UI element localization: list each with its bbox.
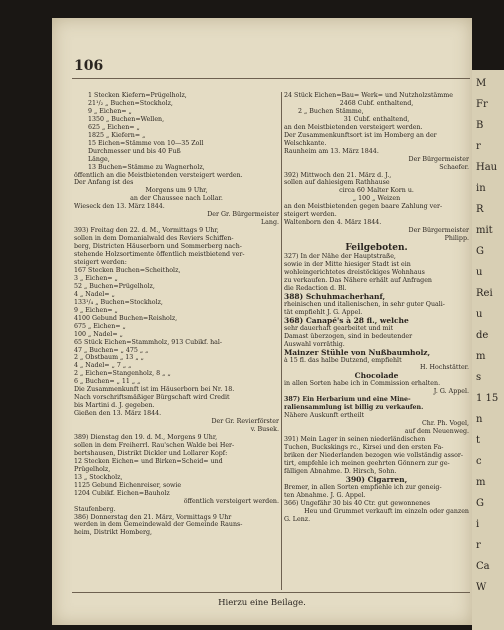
text-line: 2 „ Buchen Stämme,: [298, 107, 364, 115]
text-line: 2 „ Obstbaum „ 13 „ „: [74, 354, 144, 362]
text-line: rheinischen und italienischen, in sehr guter Quali-: [284, 300, 445, 308]
page-number: 106: [74, 58, 104, 74]
text-line: circa 60 Malter Korn u.: [339, 187, 414, 195]
footer-note: Hierzu eine Beilage.: [218, 598, 306, 608]
text-line: Waltenborn den 4. März 1844.: [284, 219, 382, 227]
text-line: Heu und Grummet verkauft im einzeln oder ganzen: [304, 507, 469, 515]
edge-fragment: m: [476, 351, 486, 362]
text-line: werden in dem Gemeindewald der Gemeinde Rauns-: [74, 521, 243, 529]
text-line: Philipp.: [444, 235, 469, 243]
edge-fragment: G: [476, 246, 484, 257]
text-line: 1 Stecken Kiefern=Prügelholz,: [88, 92, 187, 99]
edge-fragment: B: [476, 120, 484, 131]
text-line: Auswahl vorräthig.: [284, 340, 345, 348]
text-line: Gießen den 13. März 1844.: [74, 410, 162, 418]
text-line: steigert werden.: [284, 211, 337, 219]
edge-fragment: u: [476, 309, 483, 320]
text-line: Der Anfang ist des: [74, 179, 134, 187]
text-line: 24 Stück Eichen=Bau= Werk= und Nutzholzstämme: [284, 92, 453, 99]
text-line: 31 Cubf. enthaltend,: [343, 115, 410, 123]
edge-fragment: 1 15: [476, 393, 499, 404]
text-line: sowie in der Mitte hiesiger Stadt ist ein: [284, 261, 411, 269]
text-line: 390) Cigarren,: [345, 475, 408, 484]
text-line: Lang.: [260, 219, 279, 227]
text-line: tirt, empfehle ich meinen geehrten Gönnern zur ge-: [284, 459, 450, 467]
edge-fragment: mit: [476, 225, 493, 236]
text-line: „ 100 „ Weizen: [352, 195, 401, 203]
edge-fragment: u: [476, 267, 483, 278]
edge-fragment: t: [476, 435, 481, 446]
text-line: 167 Stecken Buchen=Scheitholz,: [74, 266, 181, 274]
text-line: 4 „ Nadel= „: [74, 290, 115, 298]
text-line: 1125 Gebund Eichenreiser, sowie: [74, 481, 182, 489]
edge-fragment: i: [476, 519, 480, 530]
text-line: sollen in dem Freiherrl. Rau'schen Walde bei Her-: [74, 441, 235, 449]
text-line: 327) In der Nähe der Hauptstraße,: [284, 253, 396, 261]
text-line: v. Busek.: [250, 426, 279, 434]
text-line: 6 „ Buchen= „ 11 „ „: [74, 378, 141, 386]
text-line: 4 „ Nadel= „ 7 „ „: [74, 362, 132, 370]
text-line: Prügelholz,: [74, 465, 111, 473]
text-line: briken der Niederlanden bezogen wie vollständig assor-: [284, 451, 464, 459]
text-line: H. Hochstätter.: [420, 364, 469, 372]
adjacent-page-edge: [472, 70, 504, 630]
text-line: 13 Buchen=Stämme zu Wagnerholz,: [88, 163, 205, 171]
text-line: 4100 Gebund Buchen=Reisholz,: [74, 314, 178, 322]
text-line: Wieseck den 13. März 1844.: [74, 203, 165, 211]
text-line: an den Meistbietenden versteigert werden.: [284, 123, 423, 131]
text-line: ten Abnahme. J. G. Appel.: [284, 491, 366, 499]
edge-fragment: M: [476, 78, 487, 89]
text-line: öffentlich an die Meistbietenden versteigert werden.: [74, 171, 243, 179]
text-line: tät empfiehlt J. G. Appel.: [284, 308, 363, 316]
text-line: Der Zusammenkunftsort ist im Homberg an der: [284, 131, 437, 139]
text-line: 15 Eichen=Stämme von 10—35 Zoll: [88, 139, 204, 147]
text-line: Der Bürgermeister: [408, 227, 469, 235]
text-line: à 15 fl. das halbe Dutzend, empfiehlt: [284, 356, 402, 364]
text-line: 389) Dienstag den 19. d. M., Morgens 9 Uhr,: [74, 433, 218, 441]
text-line: 2468 Cubf. enthaltend,: [339, 99, 414, 107]
text-line: 47 „ Buchen= „ 475 „ „: [74, 346, 149, 354]
edge-fragment: in: [476, 183, 486, 194]
text-line: 2 „ Eichen=Stangenholz, 8 „ „: [74, 370, 171, 378]
column-divider: [281, 92, 282, 590]
text-line: Tuchen, Buckskings rc., Kirsei und den ersten Fa-: [284, 443, 444, 451]
text-line: 1825 „ Kiefern= „: [88, 131, 146, 139]
text-line: bertshausen, Distrikt Dickler und Lollarer Kopf:: [74, 449, 228, 457]
text-line: 1350 „ Buchen=Wellen,: [88, 115, 165, 123]
text-line: 393) Freitag den 22. d. M., Vormittags 9 Uhr,: [74, 227, 219, 235]
edge-fragment: de: [476, 330, 489, 341]
text-line: auf dem Neuenweg.: [404, 428, 469, 436]
text-line: an der Chaussee nach Lollar.: [130, 195, 223, 203]
text-line: Welschkante.: [284, 139, 327, 147]
text-line: 366) Ungefähr 30 bis 40 Ctr. gut gewonnenes: [284, 499, 431, 507]
edge-fragment: R: [476, 204, 484, 215]
text-line: 65 Stück Eichen=Stammholz, 913 Cubikf. hal-: [74, 338, 223, 346]
text-line: 13 „ Stockholz,: [74, 473, 123, 481]
text-line: 368) Canapé's à 28 fl., welche: [284, 316, 409, 325]
text-line: 386) Donnerstag den 21. März, Vormittags 9 Uhr: [74, 513, 232, 521]
text-line: sollen auf dahiesigem Rathhause: [284, 179, 390, 187]
text-line: in allen Sorten habe ich in Commission erhalten.: [284, 380, 441, 388]
edge-fragment: c: [476, 456, 482, 467]
text-line: Raunheim am 13. März 1844.: [284, 147, 379, 155]
text-line: zu verkaufen. Das Nähere erhält auf Anfragen: [284, 276, 432, 284]
text-line: 9 „ Eichen= „: [74, 306, 118, 314]
text-line: 392) Mittwoch den 21. März d. J.,: [284, 171, 392, 179]
edge-fragment: Hau: [476, 162, 498, 173]
text-line: die Redaction d. Bl.: [284, 284, 347, 292]
text-line: Damast überzogen, sind in bedeutender: [284, 332, 413, 340]
edge-fragment: m: [476, 477, 486, 488]
text-line: Schaefer.: [439, 163, 469, 171]
text-line: Länge,: [88, 155, 110, 163]
text-line: 387) Ein Herbarium und eine Mine-: [284, 396, 411, 404]
text-line: 391) Mein Lager in seinen niederländischen: [284, 436, 426, 444]
text-line: Der Gr. Bürgermeister: [207, 211, 279, 219]
text-line: Mainzer Stühle von Nußbaumholz,: [284, 348, 431, 357]
text-line: 1204 Cubikf. Eichen=Bauholz: [74, 489, 170, 497]
text-line: 625 „ Eichen= „: [88, 123, 140, 131]
text-line: Staufenberg.: [74, 505, 116, 513]
text-line: Feilgeboten.: [345, 243, 408, 254]
text-line: sollen in dem Domanialwald des Reviers Schiffen-: [74, 235, 234, 243]
text-line: berg, Districten Häuserborn und Sommerberg nach-: [74, 243, 242, 251]
edge-fragment: W: [476, 582, 487, 593]
text-line: fälligen Abnahme. D. Hirsch, Sohn.: [284, 467, 397, 475]
newspaper-page: [52, 18, 472, 625]
text-line: 675 „ Eichen= „: [74, 322, 126, 330]
header-rule: [72, 78, 470, 79]
text-line: raliensammlung ist billig zu verkaufen.: [284, 404, 424, 412]
right-column: [284, 92, 469, 524]
text-line: 100 „ Nadel= „: [74, 330, 123, 338]
edge-fragment: n: [476, 414, 483, 425]
edge-fragment: Fr: [476, 99, 488, 110]
text-line: 133¹/₄ „ Buchen=Stockholz,: [74, 298, 163, 306]
text-line: Die Zusammenkunft ist im Häuserborn bei Nr. 18.: [74, 386, 235, 394]
edge-fragment: r: [476, 540, 481, 551]
text-line: sehr dauerhaft gearbeitet und mit: [284, 324, 394, 332]
text-line: 3 „ Eichen= „: [74, 274, 118, 282]
text-line: Nähere Auskunft ertheilt: [284, 412, 365, 420]
edge-fragment: Rei: [476, 288, 493, 299]
edge-fragment: Ca: [476, 561, 490, 572]
text-line: Chocolade: [354, 372, 399, 381]
text-line: stehende Holzsortimente öffentlich meistbietend ver-: [74, 251, 245, 259]
text-line: Nach vorschriftsmäßiger Bürgschaft wird Credit: [74, 394, 230, 402]
text-line: Morgens um 9 Uhr,: [145, 187, 208, 195]
text-line: Chr. Ph. Vogel,: [421, 420, 469, 428]
text-line: 9 „ Eichen= „: [88, 107, 132, 115]
edge-fragment: s: [476, 372, 482, 383]
text-line: öffentlich versteigert werden.: [183, 497, 279, 505]
edge-fragment: r: [476, 141, 481, 152]
text-line: heim, Distrikt Homberg,: [74, 529, 153, 537]
text-line: Bremer, in allen Sorten empfiehle ich zur geneig-: [284, 483, 442, 491]
text-line: 12 Stecken Eichen= und Birken=Scheid= und: [74, 457, 223, 465]
left-column: [74, 92, 279, 537]
text-line: 388) Schuhmacherhanf,: [284, 292, 386, 301]
text-line: Der Gr. Revierförster: [211, 418, 279, 426]
text-line: an den Meistbietenden gegen baare Zahlung ver-: [284, 203, 443, 211]
text-line: 21¹/₂ „ Buchen=Stockholz,: [88, 99, 173, 107]
text-line: J. G. Appel.: [433, 388, 469, 396]
text-line: 52 „ Buchen=Prügelholz,: [74, 282, 155, 290]
text-line: G. Lenz.: [284, 515, 311, 523]
text-line: bis Martini d. J. gegeben.: [74, 402, 155, 410]
edge-fragment: G: [476, 498, 484, 509]
text-line: Der Bürgermeister: [408, 155, 469, 163]
text-line: steigert werden:: [74, 259, 127, 267]
text-line: wohleingerichtetes dreistöckiges Wohnhaus: [284, 269, 425, 277]
text-line: Durchmesser und bis 40 Fuß: [88, 147, 181, 155]
footer-rule: [72, 592, 470, 593]
